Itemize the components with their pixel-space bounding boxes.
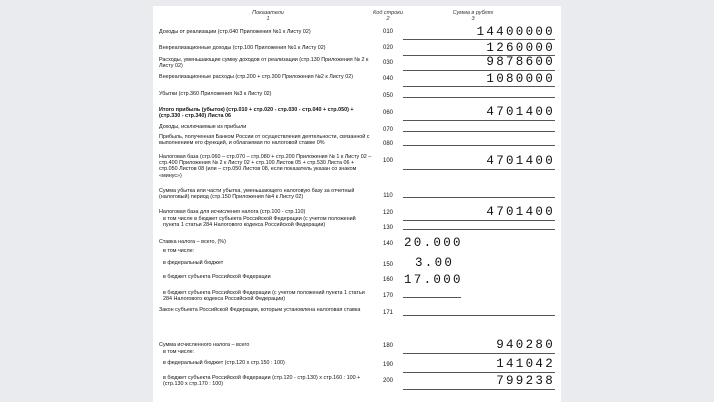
row-code: 170 bbox=[382, 293, 393, 299]
value-underline bbox=[403, 220, 555, 221]
header-col-amount bbox=[438, 10, 508, 22]
header-col-code bbox=[363, 10, 413, 22]
row-value[interactable]: 4701400 bbox=[486, 205, 555, 219]
row-code: 050 bbox=[382, 93, 393, 99]
row-value[interactable]: 940280 bbox=[496, 338, 555, 352]
row-value[interactable]: 14400000 bbox=[476, 25, 555, 39]
header-col-indicators bbox=[213, 10, 323, 22]
row-label: Закон субъекта Российской Федерации, которым установлена налоговая ставка bbox=[159, 307, 361, 313]
row-label: Доходы от реализации (стр.040 Приложения №1 к Листу 02) bbox=[159, 29, 311, 35]
value-underline bbox=[403, 229, 555, 230]
row-code: 110 bbox=[383, 193, 393, 199]
row-value[interactable]: 799238 bbox=[496, 374, 555, 388]
row-value[interactable]: 141042 bbox=[496, 357, 555, 371]
row-label: в бюджет субъекта Российской Федерации (стр.120 - стр.130) х стр.160 : 100 + (стр.130 х стр.170 : 100) bbox=[163, 375, 361, 388]
row-code: 070 bbox=[382, 127, 393, 133]
row-label: Прибыль, полученная Банком России от осуществления деятельности, связанной с выполнением его функций, и облагаемая по налоговой ставке 0% bbox=[159, 134, 370, 147]
value-underline bbox=[403, 297, 461, 298]
row-code: 030 bbox=[382, 60, 393, 66]
row-label: Убытки (стр.360 Приложения №3 к Листу 02) bbox=[159, 91, 272, 97]
value-underline bbox=[403, 97, 555, 98]
value-underline bbox=[403, 39, 555, 40]
row-code: 040 bbox=[382, 76, 393, 82]
row-label: Ставка налога – всего, (%) bbox=[159, 239, 226, 245]
header-col-code-title: Код строки bbox=[373, 10, 403, 16]
value-underline bbox=[403, 131, 555, 132]
value-underline bbox=[403, 70, 555, 71]
row-label: в бюджет субъекта Российской Федерации bbox=[163, 274, 271, 280]
row-code: 200 bbox=[382, 378, 393, 384]
row-value[interactable]: 1260000 bbox=[486, 41, 555, 55]
row-label: Итого прибыль (убыток) (стр.010 + стр.020 - стр.030 - стр.040 + стр.050) + (стр.330 - стр.340) Листа 06 bbox=[159, 107, 354, 120]
row-value[interactable]: 1080000 bbox=[486, 72, 555, 86]
header-col-indicators-title: Показатели bbox=[252, 10, 284, 16]
row-value[interactable]: 17.000 bbox=[404, 273, 463, 287]
header-col-code-number: 2 bbox=[386, 16, 390, 22]
row-label: в том числе: bbox=[163, 248, 195, 254]
row-value[interactable]: 3.00 bbox=[415, 256, 455, 270]
row-label: в том числе: bbox=[163, 349, 195, 355]
row-value[interactable]: 20.000 bbox=[404, 236, 463, 250]
row-code: 120 bbox=[382, 210, 393, 216]
value-underline bbox=[403, 197, 555, 198]
row-code: 140 bbox=[382, 241, 393, 247]
row-value[interactable]: 9878600 bbox=[486, 55, 555, 69]
header-col-amount-title: Сумма в рублях bbox=[452, 10, 494, 16]
row-code: 060 bbox=[382, 110, 393, 116]
row-code: 180 bbox=[382, 343, 393, 349]
row-label: Сумма убытка или части убытка, уменьшающего налоговую базу за отчетный (налоговый) период (стр.150 Приложения №4 к Листу 02) bbox=[159, 188, 355, 201]
row-code: 130 bbox=[382, 225, 393, 231]
row-value[interactable]: 4701400 bbox=[486, 105, 555, 119]
value-underline bbox=[403, 86, 555, 87]
value-underline bbox=[403, 389, 555, 390]
row-label: Сумма исчисленного налога – всего bbox=[159, 342, 250, 348]
row-code: 100 bbox=[382, 158, 393, 164]
row-code: 080 bbox=[382, 141, 393, 147]
row-label: Расходы, уменьшающие сумму доходов от реализации (стр.130 Приложения № 2 к Листу 02) bbox=[159, 57, 369, 70]
row-label: в федеральный бюджет (стр.120 х стр.150 : 100) bbox=[163, 360, 285, 366]
row-label: Налоговая база для исчисления налога (стр.100 - стр.110) bbox=[159, 209, 306, 215]
row-code: 160 bbox=[382, 277, 393, 283]
value-underline bbox=[403, 372, 555, 373]
value-underline bbox=[403, 145, 555, 146]
value-underline bbox=[403, 169, 555, 170]
row-code: 171 bbox=[382, 310, 393, 316]
row-label: Доходы, исключаемые из прибыли bbox=[159, 124, 247, 130]
row-label: Налоговая база (стр.060 – стр.070 – стр.080 + стр.200 Приложения № 1 к Листу 02 – стр.400 Приложения № 2 к Листу 02 + стр.100 Листов 05 + стр.530 Листа 06 + стр.050 Листов 08 (или – стр.050 Листов 08, если показатель указан со знаком «минус») bbox=[159, 154, 372, 179]
row-label: Внереализационные расходы (стр.200 + стр.300 Приложения №2 к Листу 02) bbox=[159, 74, 354, 80]
header-col-indicators-number: 1 bbox=[266, 16, 270, 22]
value-underline bbox=[403, 120, 555, 121]
row-code: 020 bbox=[382, 45, 393, 51]
row-value[interactable]: 4701400 bbox=[486, 154, 555, 168]
value-underline bbox=[403, 353, 555, 354]
row-label: в бюджет субъекта Российской Федерации (с учетом положений пункта 1 статьи 284 Налогового кодекса Российской Федерации) bbox=[163, 290, 365, 303]
declaration-sheet bbox=[153, 6, 561, 402]
header-col-amount-number: 3 bbox=[471, 16, 475, 22]
row-code: 010 bbox=[382, 29, 393, 35]
row-code: 150 bbox=[382, 262, 393, 268]
row-label: Внереализационные доходы (стр.100 Приложения №1 к Листу 02) bbox=[159, 45, 326, 51]
row-label: в том числе в бюджет субъекта Российской Федерации (с учетом положений пункта 1 статьи 284 Налогового кодекса Российской Федерации) bbox=[163, 216, 356, 229]
value-underline bbox=[403, 315, 555, 316]
row-label: в федеральный бюджет bbox=[163, 260, 224, 266]
row-code: 190 bbox=[382, 362, 393, 368]
